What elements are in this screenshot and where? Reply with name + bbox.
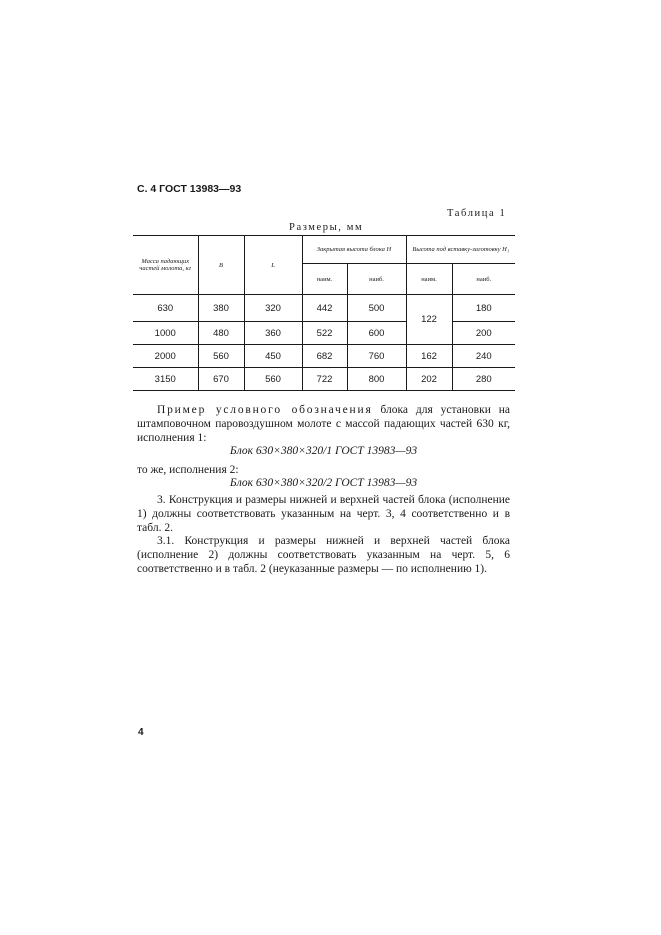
cell-h1-max: 240: [452, 345, 515, 368]
clause-3: [137, 493, 510, 535]
header-l: L: [244, 236, 302, 295]
cell-h-min: 682: [302, 345, 347, 368]
table-row: [133, 295, 515, 322]
cell-h-max: 800: [347, 368, 406, 391]
cell-h1-max: 280: [452, 368, 515, 391]
cell-l: 450: [244, 345, 302, 368]
example-block: [137, 403, 510, 445]
cell-h-max: 760: [347, 345, 406, 368]
same-note: то же, исполнения 2:: [137, 464, 239, 476]
cell-h-max: 500: [347, 295, 406, 322]
cell-h-min: 522: [302, 322, 347, 345]
cell-h-min: 722: [302, 368, 347, 391]
cell-l: 560: [244, 368, 302, 391]
header-mass: Масса падающих частей молота, кг: [133, 236, 198, 295]
cell-l: 320: [244, 295, 302, 322]
page-header: С. 4 ГОСТ 13983—93: [137, 183, 242, 195]
cell-h1-min: 122: [406, 295, 452, 345]
example-rest: блока для установки на штамповочном паровоздушном молоте с массой падающих частей 630 кг, исполнения 1:: [137, 404, 510, 444]
header-h-max: наиб.: [347, 264, 406, 295]
page-number: 4: [138, 727, 144, 738]
header-h: Закрытая высота блока H: [302, 236, 406, 264]
cell-h1-max: 200: [452, 322, 515, 345]
table-label: Таблица 1: [447, 208, 507, 219]
dimensions-label: Размеры, мм: [289, 222, 364, 233]
cell-b: 670: [198, 368, 244, 391]
cell-mass: 1000: [133, 322, 198, 345]
cell-b: 380: [198, 295, 244, 322]
clause-3-1: [137, 534, 510, 576]
cell-b: 560: [198, 345, 244, 368]
cell-h-max: 600: [347, 322, 406, 345]
header-h1: Высота под вставку-заготовку H₁: [406, 236, 515, 264]
cell-h1-min: 202: [406, 368, 452, 391]
header-h-min: наим.: [302, 264, 347, 295]
clause-3-1-text: 3.1. Конструкция и размеры нижней и верхней частей блока (исполнение 2) должны соответствовать указанным на черт. 5, 6 соответственно и в табл. 2 (неуказанные размеры — по исполнению 1).: [137, 535, 510, 575]
cell-l: 360: [244, 322, 302, 345]
cell-b: 480: [198, 322, 244, 345]
header-h1-max: наиб.: [452, 264, 515, 295]
example-lead: Пример условного обозначения: [157, 404, 373, 416]
designation-formula-2: Блок 630×380×320/2 ГОСТ 13983—93: [229, 477, 418, 489]
example-paragraph: [137, 403, 510, 445]
cell-mass: 3150: [133, 368, 198, 391]
clause-3-text: 3. Конструкция и размеры нижней и верхней частей блока (исполнение 1) должны соответствовать указанным на черт. 3, 4 соответственно и в табл. 2.: [137, 494, 510, 534]
cell-h-min: 442: [302, 295, 347, 322]
table-row: [133, 368, 515, 391]
dimensions-table: [133, 235, 515, 391]
designation-formula-1: Блок 630×380×320/1 ГОСТ 13983—93: [229, 445, 418, 457]
cell-h1-max: 180: [452, 295, 515, 322]
cell-h1-min: 162: [406, 345, 452, 368]
table-row: [133, 322, 515, 345]
header-h1-min: наим.: [406, 264, 452, 295]
table-row: [133, 345, 515, 368]
cell-mass: 630: [133, 295, 198, 322]
header-b: B: [198, 236, 244, 295]
cell-mass: 2000: [133, 345, 198, 368]
